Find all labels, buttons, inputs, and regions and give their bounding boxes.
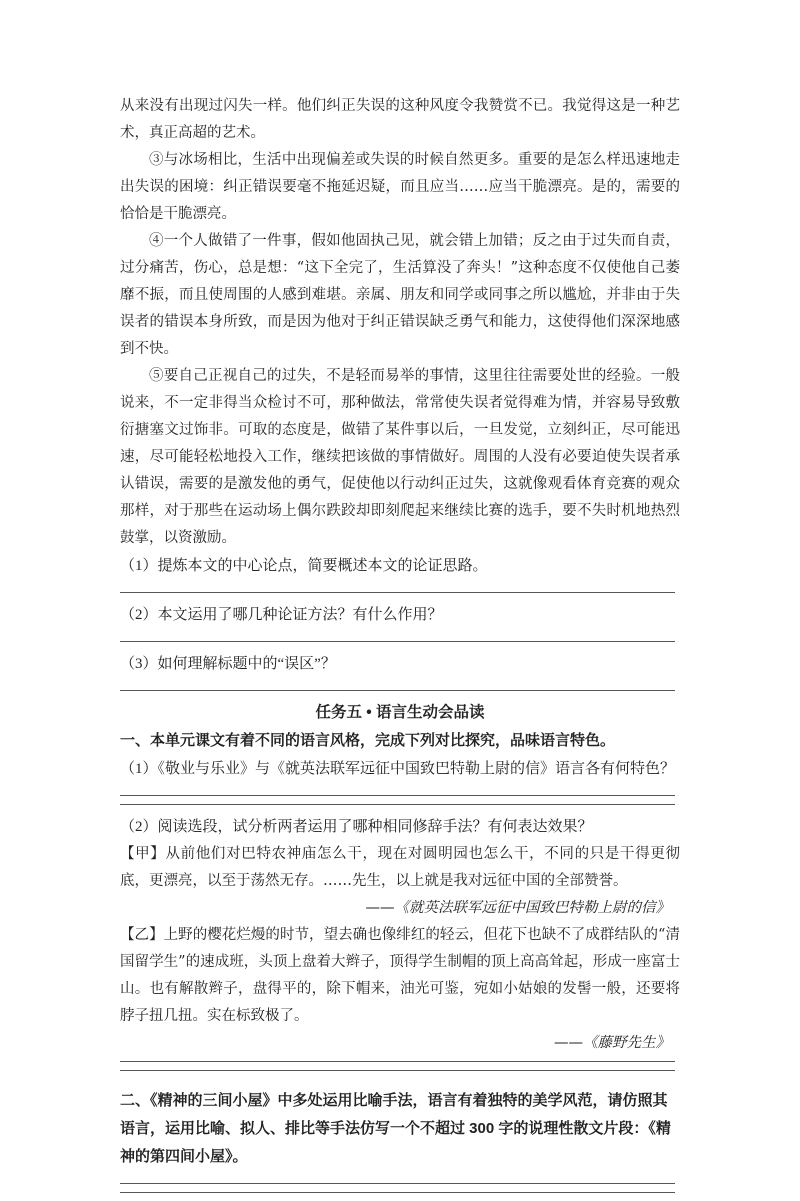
- section-1-question-2: （2）阅读选段，试分析两者运用了哪种相同修辞手法？有何表达效果？: [120, 819, 593, 835]
- answer-line-q1[interactable]: [120, 592, 675, 593]
- passage-paragraph-3: ③与冰场相比，生活中出现偏差或失误的时候自然更多。重要的是怎么样迅速地走出失误的困境：纠正错误要毫不拖延迟疑，而且应当……应当干脆漂亮。是的，需要的恰恰是干脆漂亮。: [120, 152, 680, 222]
- passage-paragraph-5: ⑤要自己正视自己的过失，不是轻而易举的事情，这里往往需要处世的经验。一般说来，不一定非得当众检讨不可，那种做法，常常使失误者觉得难为情，并容易导致敷衍搪塞文过饰非。可取的态度是，做错了某件事以后，一旦发觉，立刻纠正，尽可能迅速，尽可能轻松地投入工作，继续把该做的事情做好。周围的人没有必要迫使失误者承认错误，需要的是激发他的勇气，促使他以行动纠正过失，这就像观看体育竞赛的观众那样，对于那些在运动场上偶尔跌跤却即刻爬起来继续比赛的选手，要不失时机地热烈鼓掌，以资激励。: [120, 368, 680, 546]
- worksheet-page: [120, 93, 680, 1201]
- excerpt-jia: 【甲】从前他们对巴特农神庙怎么干，现在对圆明园也怎么干，不同的只是干得更彻底，更漂亮，以至于荡然无存。……先生，以上就是我对远征中国的全部赞誉。: [120, 846, 680, 889]
- answer-line-q3[interactable]: [120, 690, 675, 691]
- section-2-heading: 二、《精神的三间小屋》中多处运用比喻手法，语言有着独特的美学风范，请仿照其语言，运用比喻、拟人、排比等手法仿写一个不超过 300 字的说理性散文片段：《精神的第四间小屋》。: [120, 1092, 671, 1165]
- excerpt-yi-source: ——《藤野先生》: [554, 1035, 670, 1051]
- question-3: （3）如何理解标题中的“误区”？: [120, 656, 336, 672]
- task5-title: 任务五 • 语言生动会品读: [315, 704, 485, 721]
- excerpt-jia-source: ——《就英法联军远征中国致巴特勒上尉的信》: [365, 900, 670, 916]
- excerpt-yi: 【乙】上野的樱花烂熳的时节，望去确也像绯红的轻云，但花下也缺不了成群结队的“清国留学生”的速成班，头顶上盘着大辫子，顶得学生制帽的顶上高高耸起，形成一座富士山。也有解散辫子，盘得平的，除下帽来，油光可鉴，宛如小姑娘的发髻一般，还要将脖子扭几扭。实在标致极了。: [120, 927, 680, 1024]
- answer-line-s1q2-b[interactable]: [120, 1070, 675, 1071]
- answer-line-s1q2-a[interactable]: [120, 1061, 675, 1062]
- answer-line-s2-b[interactable]: [120, 1192, 675, 1193]
- passage-paragraph-4: ④一个人做错了一件事，假如他固执己见，就会错上加错；反之由于过失而自责，过分痛苦，伤心，总是想：“这下全完了，生活算没了奔头！”这种态度不仅使他自己萎靡不振，而且使周围的人感到难堪。亲属、朋友和同学或同事之所以尴尬，并非由于失误者的错误本身所致，而是因为他对于纠正错误缺乏勇气和能力，这使得他们深深地感到不快。: [120, 233, 680, 357]
- question-1: （1）提炼本文的中心论点，简要概述本文的论证思路。: [120, 558, 488, 574]
- section-1-question-1: （1）《敬业与乐业》与《就英法联军远征中国致巴特勒上尉的信》语言各有何特色？: [120, 761, 676, 777]
- answer-line-s2-a[interactable]: [120, 1183, 675, 1184]
- question-2: （2）本文运用了哪几种论证方法？有什么作用？: [120, 607, 443, 623]
- passage-paragraph-0: 从来没有出现过闪失一样。他们纠正失误的这种风度令我赞赏不已。我觉得这是一种艺术，真正高超的艺术。: [120, 98, 680, 141]
- answer-line-q2[interactable]: [120, 641, 675, 642]
- answer-line-s1q1-a[interactable]: [120, 795, 675, 796]
- answer-line-s1q1-b[interactable]: [120, 804, 675, 805]
- section-1-heading: 一、本单元课文有着不同的语言风格，完成下列对比探究，品味语言特色。: [120, 732, 616, 749]
